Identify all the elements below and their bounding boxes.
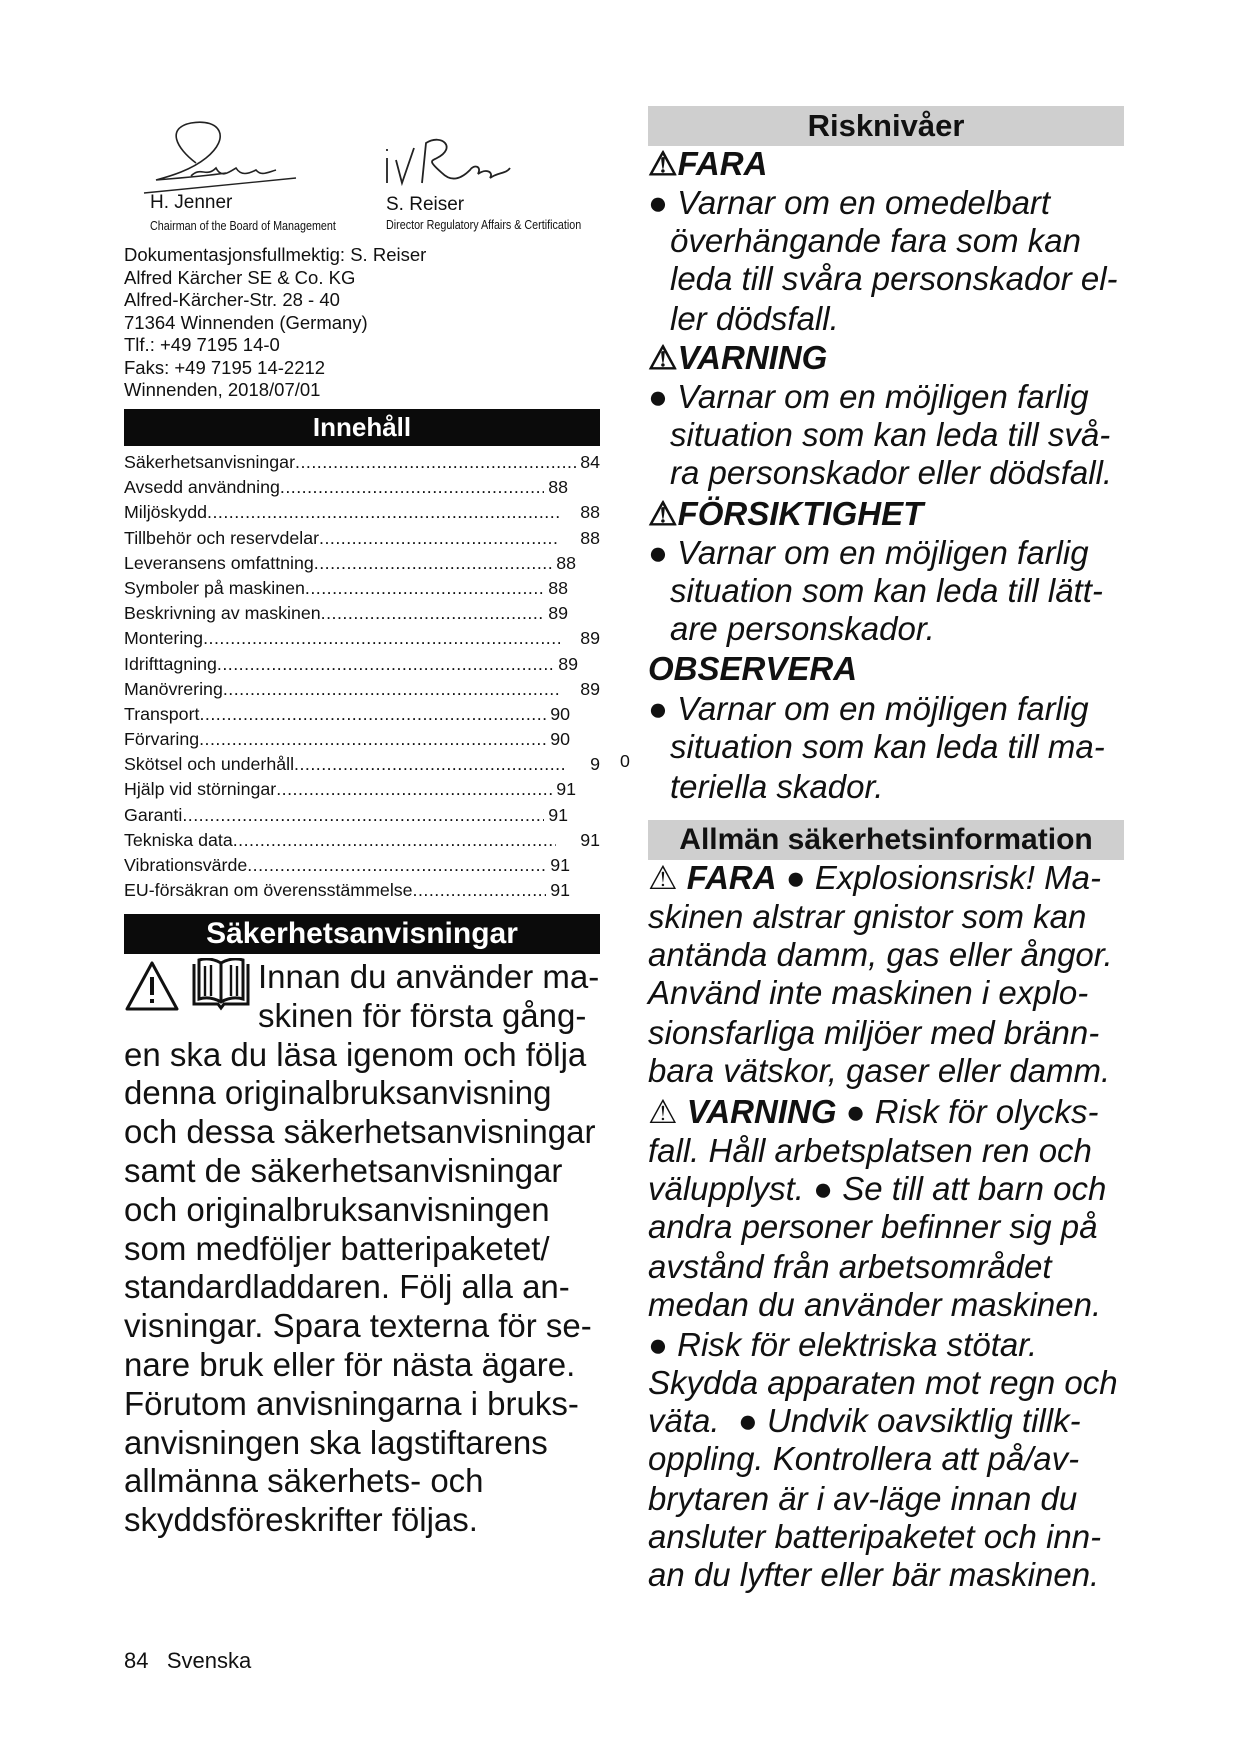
intro-line: som medföljer batteripaketet/ <box>124 1229 550 1267</box>
signature-jenner <box>136 118 336 238</box>
general-line: an du lyfter eller bär maskinen. <box>648 1556 1100 1593</box>
toc-entry-page: 89 <box>548 603 568 624</box>
toc-leader <box>276 777 552 802</box>
general-line-text: välupplyst. <box>648 1170 804 1207</box>
contact-line: Faks: +49 7195 14-2212 <box>124 356 326 378</box>
risk-fara-text: FARA <box>677 145 768 182</box>
toc-entry[interactable] <box>124 450 600 475</box>
toc-leader <box>199 702 546 727</box>
risk-forsiktighet-line <box>648 534 1089 572</box>
toc-entry[interactable] <box>124 878 570 903</box>
general-line <box>648 1326 1037 1364</box>
toc-entry[interactable] <box>124 677 600 702</box>
toc-entry-page: 88 <box>580 527 600 548</box>
risk-fara-line <box>648 184 1050 222</box>
toc-heading: Innehåll <box>124 409 600 446</box>
toc-entry-page: 91 <box>556 779 576 800</box>
risk-fara-label <box>648 144 767 183</box>
handwritten-signature-reiser <box>382 128 532 198</box>
toc-leader <box>217 652 554 677</box>
toc-entry[interactable] <box>124 601 568 626</box>
risk-varning-text: VARNING <box>677 339 828 376</box>
toc-leader <box>280 475 544 500</box>
toc-entry-page: 89 <box>558 653 578 674</box>
bullet-icon: ● <box>648 184 678 221</box>
contact-line: 71364 Winnenden (Germany) <box>124 311 368 333</box>
warning-triangle-icon: ⚠ <box>648 859 687 896</box>
toc-entry-title: Idrifttagning <box>124 652 217 677</box>
toc-entry-page: 88 <box>556 552 576 573</box>
intro-line: allmänna säkerhets- och <box>124 1462 484 1500</box>
toc-leader <box>207 500 560 525</box>
toc-entry-page: 84 <box>580 452 600 472</box>
intro-line: skinen för första gång- <box>258 996 587 1034</box>
bullet-icon: ● <box>648 534 678 571</box>
general-fara-label: FARA <box>686 859 777 896</box>
risk-forsiktighet-text: FÖRSIKTIGHET <box>677 495 924 532</box>
toc-entry-title: Beskrivning av maskinen <box>124 601 321 626</box>
general-line: ansluter batteripaketet och inn- <box>648 1518 1102 1555</box>
general-line: avstånd från arbetsområdet <box>648 1248 1052 1285</box>
risk-observera-line: teriella skador. <box>670 768 884 805</box>
general-line-text: Risk för elektriska stötar. <box>677 1326 1038 1363</box>
toc-entry[interactable] <box>124 626 600 651</box>
toc-entry[interactable] <box>124 475 568 500</box>
toc-entry[interactable] <box>124 828 600 853</box>
signatory-title-jenner: Chairman of the Board of Management <box>150 219 336 233</box>
toc-entry-page: 9 <box>590 754 600 775</box>
toc-leader <box>305 576 544 601</box>
bullet-icon: ● <box>648 378 678 415</box>
general-line-text: Se till att barn och <box>842 1170 1107 1207</box>
toc-entry[interactable] <box>124 803 568 828</box>
general-line: bara vätskor, gaser eller damm. <box>648 1052 1111 1089</box>
toc-leader <box>223 677 560 702</box>
general-line: brytaren är i av-läge innan du <box>648 1480 1078 1517</box>
contact-line: Alfred Kärcher SE & Co. KG <box>124 266 356 288</box>
toc-entry-page: 88 <box>548 477 568 498</box>
risk-levels-heading: Risknivåer <box>648 106 1124 146</box>
general-line-text: Risk för olycks- <box>874 1093 1099 1130</box>
bullet-icon: ● <box>648 690 678 727</box>
toc-entry[interactable] <box>124 500 600 525</box>
toc-entry-page: 91 <box>550 855 570 875</box>
contact-line: Dokumentasjonsfullmektig: S. Reiser <box>124 244 427 265</box>
general-line: Skydda apparaten mot regn och <box>648 1364 1118 1401</box>
toc-leader <box>314 551 552 576</box>
risk-varning-line: situation som kan leda till svå- <box>670 416 1111 453</box>
toc-leader <box>413 878 547 903</box>
toc-leader <box>295 450 576 475</box>
toc-entry-page: 91 <box>550 880 570 901</box>
risk-varning-line: ra personskador eller dödsfall. <box>670 454 1113 491</box>
risk-observera-line-text: Varnar om en möjligen farlig <box>677 690 1089 727</box>
toc-entry-title: Säkerhetsanvisningar <box>124 450 295 475</box>
contact-line: Tlf.: +49 7195 14-0 <box>124 334 280 355</box>
toc-entry[interactable] <box>124 702 570 727</box>
intro-line: och originalbruksanvisningen <box>124 1190 550 1228</box>
toc-entry-title: Förvaring <box>124 727 199 752</box>
toc-entry[interactable] <box>124 853 570 878</box>
bullet-icon: ● <box>776 859 815 896</box>
toc-leader <box>203 626 560 651</box>
risk-forsiktighet-label <box>648 494 923 533</box>
general-line: fall. Håll arbetsplatsen ren och <box>648 1132 1092 1169</box>
general-line: skinen alstrar gnistor som kan <box>648 898 1087 935</box>
toc-entry-title: Symboler på maskinen <box>124 576 305 601</box>
risk-observera-line <box>648 690 1089 728</box>
toc-entry-page: 90 <box>550 703 570 724</box>
intro-line: denna originalbruksanvisning <box>124 1074 552 1112</box>
toc-entry-page: 91 <box>548 804 568 825</box>
risk-forsiktighet-line: situation som kan leda till lätt- <box>670 572 1103 609</box>
general-line <box>648 1092 1098 1131</box>
toc-entry-page: 89 <box>580 678 600 699</box>
toc-leader <box>321 601 545 626</box>
toc-stray-digit: 0 <box>620 751 630 771</box>
toc-entry-title: Skötsel och underhåll <box>124 752 294 777</box>
signatory-name-jenner: H. Jenner <box>150 192 233 213</box>
table-of-contents <box>124 450 600 903</box>
toc-entry-title: Miljöskydd <box>124 500 207 525</box>
intro-line: standardladdaren. Följ alla an- <box>124 1268 570 1306</box>
toc-leader <box>233 828 556 853</box>
safety-intro <box>124 958 610 1540</box>
toc-leader <box>294 752 566 777</box>
risk-observera-label: OBSERVERA <box>648 650 858 687</box>
toc-entry[interactable] <box>124 551 576 576</box>
warning-triangle-icon: ⚠ <box>648 145 678 182</box>
risk-fara-line-text: Varnar om en omedelbart <box>677 184 1051 221</box>
toc-leader <box>199 727 546 752</box>
safety-heading: Säkerhetsanvisningar <box>124 914 600 954</box>
contact-line: Alfred-Kärcher-Str. 28 - 40 <box>124 289 340 310</box>
toc-entry[interactable] <box>124 777 576 802</box>
general-line-text: Undvik oavsiktlig tillk- <box>766 1402 1081 1439</box>
toc-entry-page: 89 <box>580 628 600 649</box>
toc-entry-title: Tillbehör och reservdelar <box>124 526 319 551</box>
page-number: 84 <box>124 1648 149 1673</box>
risk-varning-line <box>648 378 1089 416</box>
toc-entry-title: Hjälp vid störningar <box>124 777 276 802</box>
toc-entry-title: Avsedd användning <box>124 475 280 500</box>
toc-entry[interactable] <box>124 752 600 777</box>
toc-entry-page: 91 <box>580 829 600 850</box>
toc-entry-page: 90 <box>550 729 570 750</box>
intro-line: Innan du använder ma- <box>258 958 600 995</box>
intro-line: visningar. Spara texterna för se- <box>124 1307 592 1345</box>
toc-entry-title: Vibrationsvärde <box>124 853 247 878</box>
warning-triangle-icon: ⚠ <box>648 495 678 532</box>
general-varning-label: VARNING <box>686 1093 837 1130</box>
risk-fara-line: leda till svåra personskador el- <box>670 260 1118 297</box>
contact-block <box>124 244 426 402</box>
toc-entry[interactable] <box>124 652 578 677</box>
general-safety-heading: Allmän säkerhetsinformation <box>648 820 1124 860</box>
risk-varning-line-text: Varnar om en möjligen farlig <box>677 378 1089 415</box>
signatory-name-reiser: S. Reiser <box>386 194 465 215</box>
toc-entry-page: 88 <box>548 577 568 598</box>
toc-entry[interactable] <box>124 576 568 601</box>
page-footer <box>124 1648 251 1674</box>
bullet-icon: ● <box>719 1402 767 1439</box>
footer-language: Svenska <box>166 1648 252 1673</box>
general-line: antända damm, gas eller ångor. <box>648 936 1113 973</box>
bullet-icon: ● <box>803 1170 843 1207</box>
toc-entry-page: 88 <box>580 502 600 523</box>
toc-leader <box>182 803 544 828</box>
warning-triangle-icon: ⚠ <box>648 1093 687 1130</box>
toc-leader <box>247 853 546 878</box>
general-line <box>648 1402 1081 1440</box>
risk-observera-line: situation som kan leda till ma- <box>670 728 1105 765</box>
intro-line: samt de säkerhetsanvisningar <box>124 1151 563 1189</box>
toc-entry-title: Montering <box>124 626 203 651</box>
contact-line: Winnenden, 2018/07/01 <box>124 379 321 400</box>
toc-entry-title: Garanti <box>124 803 182 828</box>
toc-entry-title: EU-försäkran om överensstämmelse <box>124 878 413 903</box>
general-line: oppling. Kontrollera att på/av- <box>648 1440 1080 1477</box>
intro-line: anvisningen ska lagstiftarens <box>124 1423 548 1461</box>
signature-reiser <box>382 128 612 238</box>
intro-line: nare bruk eller för nästa ägare. <box>124 1345 576 1383</box>
toc-entry-title: Transport <box>124 702 199 727</box>
general-line: sionsfarliga miljöer med bränn- <box>648 1014 1100 1051</box>
risk-fara-line: överhängande fara som kan <box>670 222 1081 259</box>
general-line-text: Explosionsrisk! Ma- <box>814 859 1101 896</box>
general-line: medan du använder maskinen. <box>648 1286 1102 1323</box>
toc-leader <box>319 526 560 551</box>
toc-entry-title: Leveransens omfattning <box>124 551 314 576</box>
handwritten-signature-jenner <box>136 118 336 198</box>
general-line: andra personer befinner sig på <box>648 1208 1098 1245</box>
bullet-icon: ● <box>648 1326 678 1363</box>
warning-triangle-icon: ⚠ <box>648 339 678 376</box>
general-line-text: väta. <box>648 1402 720 1439</box>
intro-line: Förutom anvisningarna i bruks- <box>124 1384 579 1422</box>
risk-varning-label <box>648 338 827 377</box>
toc-entry-title: Tekniska data <box>124 828 233 853</box>
risk-forsiktighet-line: are personskador. <box>670 610 935 647</box>
general-line <box>648 1170 1106 1208</box>
bullet-icon: ● <box>836 1093 875 1130</box>
intro-line: skyddsföreskrifter följas. <box>124 1501 478 1539</box>
toc-entry[interactable] <box>124 526 600 551</box>
toc-entry[interactable] <box>124 727 570 752</box>
risk-fara-line: ler dödsfall. <box>670 300 839 337</box>
signatory-title-reiser: Director Regulatory Affairs & Certification <box>386 218 582 232</box>
intro-line: och dessa säkerhetsanvisningar <box>124 1113 596 1151</box>
risk-forsiktighet-line-text: Varnar om en möjligen farlig <box>677 534 1089 571</box>
intro-line: en ska du läsa igenom och följa <box>124 1035 587 1073</box>
general-line <box>648 858 1101 897</box>
general-line: Använd inte maskinen i explo- <box>648 974 1089 1011</box>
toc-entry-title: Manövrering <box>124 677 223 702</box>
